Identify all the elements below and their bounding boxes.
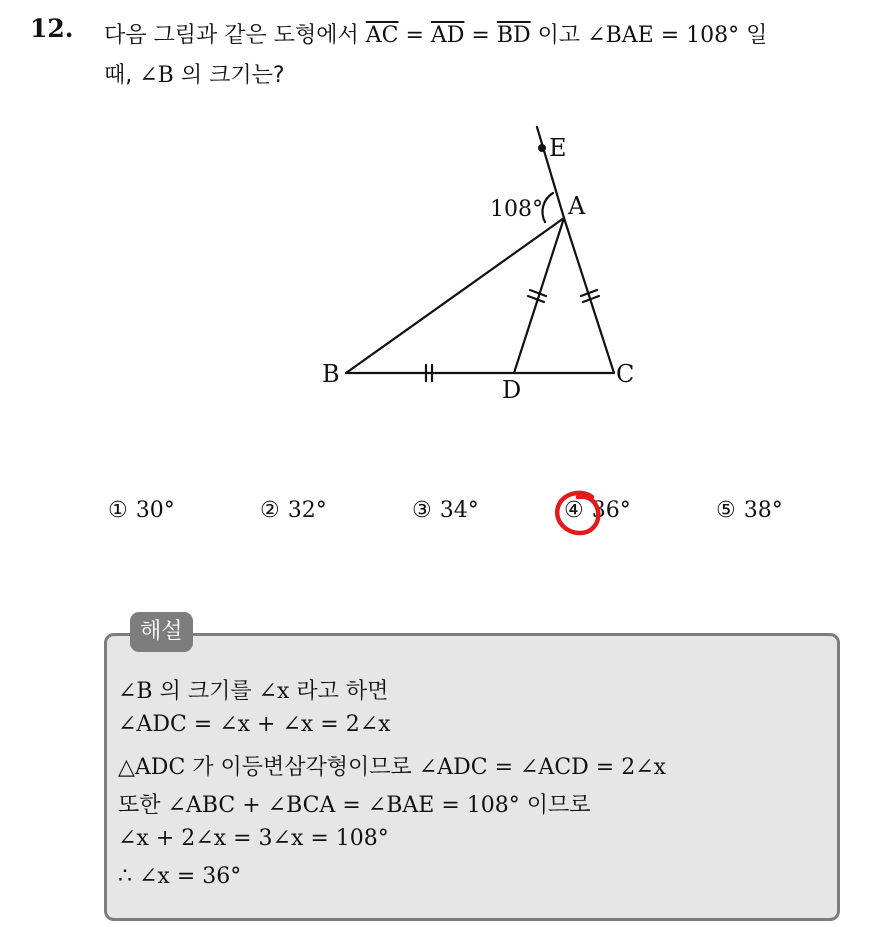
label-e: E — [549, 134, 567, 162]
choice-value: 32° — [287, 498, 327, 523]
angle-label-108: 108° — [490, 197, 543, 222]
choice-number: ③ — [412, 498, 432, 523]
point-e — [538, 144, 546, 152]
segment-ac — [564, 218, 614, 373]
question-line2-prefix: 때, — [104, 63, 140, 88]
segment-ad — [514, 218, 564, 373]
label-c: C — [616, 360, 635, 388]
choice-2[interactable] — [260, 498, 327, 523]
choice-3[interactable] — [412, 498, 479, 523]
solution-line-3: △ADC 가 이등변삼각형이므로 ∠ADC = ∠ACD = 2∠x — [118, 755, 667, 780]
angle-b: ∠B — [139, 63, 174, 88]
angle-arc — [542, 193, 553, 222]
choice-value: 34° — [439, 498, 479, 523]
question-mid: 이고 — [530, 23, 588, 48]
choice-number: ① — [108, 498, 128, 523]
segment-ac: $\overline{AC}$ — [365, 23, 399, 48]
choice-number: ④ — [564, 498, 584, 523]
choice-5[interactable] — [716, 498, 783, 523]
solution-tag: 해설 — [130, 612, 193, 652]
choice-value: 30° — [135, 498, 175, 523]
solution-line-6: ∴ ∠x = 36° — [118, 864, 242, 889]
choice-1[interactable] — [108, 498, 175, 523]
label-d: D — [502, 376, 522, 404]
equals-sign: = — [398, 23, 431, 48]
choice-number: ⑤ — [716, 498, 736, 523]
segment-ab — [346, 218, 564, 373]
solution-line-1: ∠B 의 크기를 ∠x 라고 하면 — [118, 679, 389, 704]
choice-value: 38° — [743, 498, 783, 523]
segment-ad: $\overline{AD}$ — [430, 23, 465, 48]
angle-bae-expression: ∠BAE = 108° — [587, 23, 740, 48]
solution-line-4: 또한 ∠ABC + ∠BCA = ∠BAE = 108° 이므로 — [118, 793, 591, 818]
label-a: A — [568, 192, 586, 220]
solution-line-5: ∠x + 2∠x = 3∠x = 108° — [118, 826, 389, 851]
tick-marks-ad — [528, 290, 546, 302]
label-b: B — [322, 360, 340, 388]
choice-number: ② — [260, 498, 280, 523]
segment-bd: $\overline{BD}$ — [496, 23, 531, 48]
choice-value: 36° — [591, 498, 631, 523]
question-prefix: 다음 그림과 같은 도형에서 — [104, 23, 366, 48]
solution-line-2: ∠ADC = ∠x + ∠x = 2∠x — [118, 712, 391, 737]
question-number: 12. — [30, 14, 74, 43]
answer-choices — [0, 498, 884, 534]
question-suffix: 일 — [739, 23, 768, 48]
question-line2-suffix: 의 크기는? — [173, 63, 285, 88]
equals-sign: = — [464, 23, 497, 48]
answer-mark-circle-icon — [552, 489, 606, 539]
